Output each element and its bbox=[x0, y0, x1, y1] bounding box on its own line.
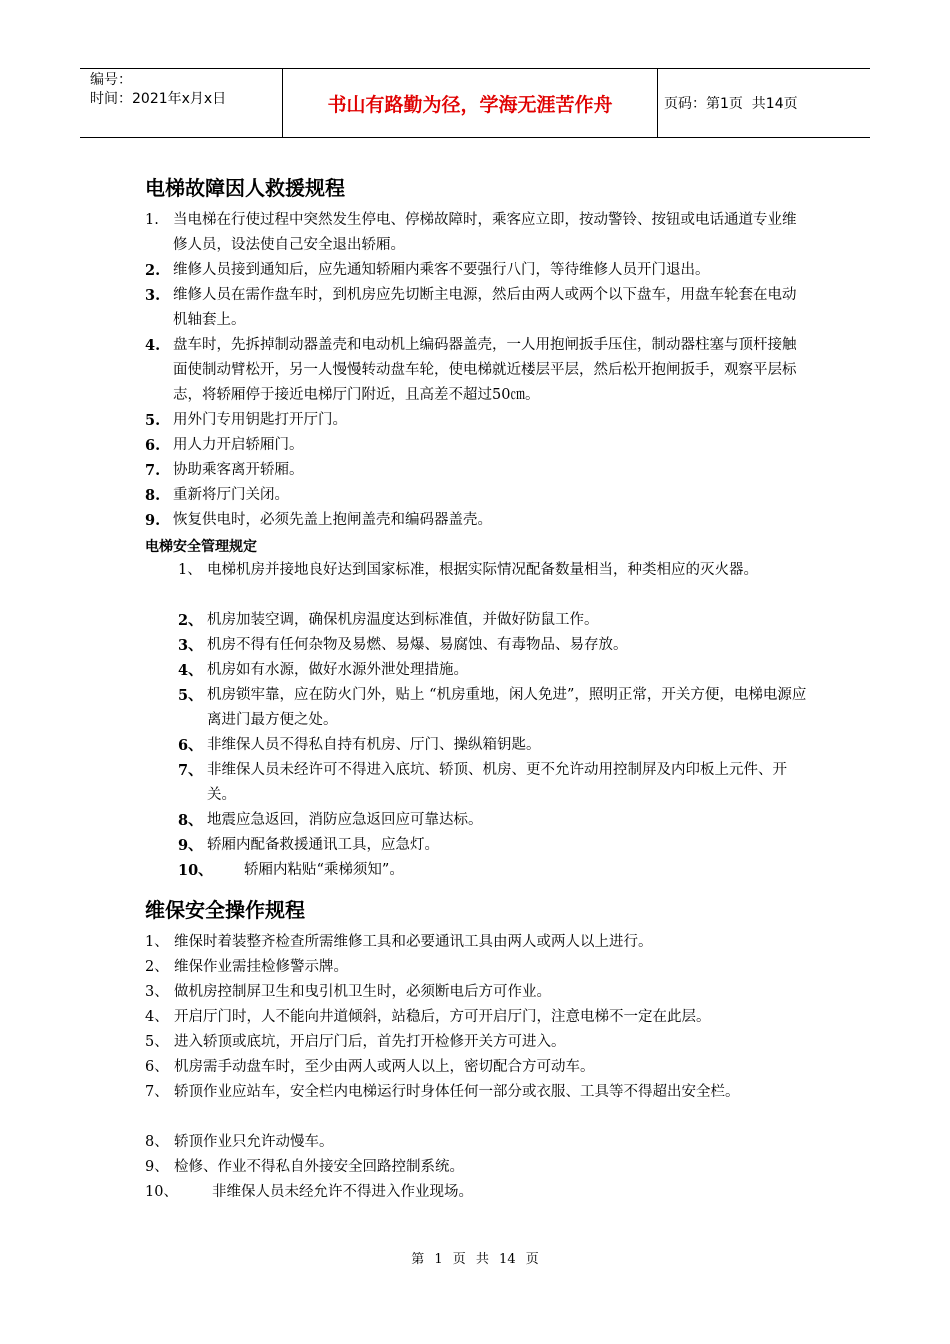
list-item bbox=[178, 758, 810, 808]
item-number: 2、 bbox=[145, 959, 169, 975]
item-text: 非维保人员未经许可不得进入底坑、轿顶、机房、更不允许动用控制屏及内印板上元件、开关。 bbox=[207, 762, 787, 803]
item-text: 轿顶作业只允许动慢车。 bbox=[174, 1134, 334, 1150]
item-number: 3、 bbox=[178, 637, 203, 654]
list-item bbox=[145, 955, 810, 980]
header-page-info-text: 页码：第1页 共14页 bbox=[664, 96, 798, 112]
item-text: 当电梯在行使过程中突然发生停电、停梯故障时，乘客应立即，按动警铃、按钮或电话通道专业维修人员，设法使自己安全退出轿厢。 bbox=[173, 212, 797, 253]
list-item bbox=[145, 508, 810, 533]
list-item bbox=[145, 433, 810, 458]
item-text: 维修人员在需作盘车时，到机房应先切断主电源，然后由两人或两个以下盘车，用盘车轮套在电动机轴套上。 bbox=[173, 287, 797, 328]
list-item bbox=[145, 208, 810, 258]
list-item bbox=[145, 1055, 810, 1080]
page-header bbox=[80, 68, 870, 138]
item-text: 盘车时，先拆掉制动器盖壳和电动机上编码器盖壳，一人用抱闸扳手压住，制动器柱塞与顶杆接触面使制动臂松开，另一人慢慢转动盘车轮，使电梯就近楼层平层，然后松开抱闸扳手，观察平层标志，将轿厢停于接近电梯厅门附近，且高差不超过50㎝。 bbox=[173, 337, 797, 403]
item-text: 机房需手动盘车时，至少由两人或两人以上，密切配合方可动车。 bbox=[174, 1059, 595, 1075]
item-text: 用外门专用钥匙打开厅门。 bbox=[173, 412, 347, 428]
item-text: 机房锁牢靠，应在防火门外，贴上 “机房重地，闲人免进”，照明正常，开关方便，电梯电源应离进门最方便之处。 bbox=[207, 687, 807, 728]
item-text: 维修人员接到通知后，应先通知轿厢内乘客不要强行八门，等待维修人员开门退出。 bbox=[173, 262, 710, 278]
item-number: 10、 bbox=[178, 862, 213, 879]
header-meta bbox=[80, 69, 282, 137]
item-number: 7. bbox=[145, 462, 161, 479]
list-item bbox=[145, 1080, 810, 1105]
item-number: 8、 bbox=[178, 812, 203, 829]
item-text: 维保作业需挂检修警示牌。 bbox=[174, 959, 348, 975]
item-text: 协助乘客离开轿厢。 bbox=[173, 462, 304, 478]
item-text: 轿厢内粘贴“乘梯须知”。 bbox=[244, 862, 404, 878]
item-number: 5、 bbox=[178, 687, 203, 704]
list-item bbox=[178, 733, 810, 758]
list-item bbox=[178, 833, 810, 858]
item-number: 7、 bbox=[145, 1084, 169, 1100]
list-item bbox=[178, 858, 810, 883]
item-text: 用人力开启轿厢门。 bbox=[173, 437, 304, 453]
item-number: 2、 bbox=[178, 612, 203, 629]
item-text: 检修、作业不得私自外接安全回路控制系统。 bbox=[174, 1159, 464, 1175]
list-item bbox=[178, 608, 810, 633]
list-item bbox=[145, 1005, 810, 1030]
header-motto: 书山有路勤为径，学海无涯苦作舟 bbox=[282, 69, 658, 137]
list-item bbox=[145, 458, 810, 483]
item-text: 重新将厅门关闭。 bbox=[173, 487, 289, 503]
list-item bbox=[178, 658, 810, 683]
list-item bbox=[178, 683, 810, 733]
header-page-info bbox=[656, 69, 870, 137]
item-number: 5. bbox=[145, 412, 161, 429]
item-number: 5、 bbox=[145, 1034, 169, 1050]
item-number: 1、 bbox=[145, 934, 169, 950]
item-text: 进入轿顶或底坑，开启厅门后，首先打开检修开关方可进入。 bbox=[174, 1034, 566, 1050]
item-number: 7、 bbox=[178, 762, 203, 779]
item-number: 6、 bbox=[178, 737, 203, 754]
item-number: 4、 bbox=[178, 662, 203, 679]
list-item bbox=[145, 1130, 810, 1155]
list-item bbox=[145, 1030, 810, 1055]
item-number: 8. bbox=[145, 487, 161, 504]
item-text: 恢复供电时，必须先盖上抱闸盖壳和编码器盖壳。 bbox=[173, 512, 492, 528]
list-item bbox=[178, 808, 810, 833]
item-text: 地震应急返回，消防应急返回应可靠达标。 bbox=[207, 812, 483, 828]
item-text: 做机房控制屏卫生和曳引机卫生时，必须断电后方可作业。 bbox=[174, 984, 551, 1000]
page-footer: 第 1 页 共 14 页 bbox=[411, 1252, 539, 1267]
list-item bbox=[145, 333, 810, 408]
item-number: 9. bbox=[145, 512, 161, 529]
section1-title: 电梯故障因人救援规程 bbox=[145, 176, 345, 200]
item-number: 6. bbox=[145, 437, 161, 454]
list-item bbox=[145, 408, 810, 433]
item-number: 1. bbox=[145, 212, 159, 228]
item-number: 4、 bbox=[145, 1009, 169, 1025]
item-text: 非维保人员不得私自持有机房、厅门、操纵箱钥匙。 bbox=[207, 737, 541, 753]
item-text: 机房加装空调，确保机房温度达到标准值，并做好防鼠工作。 bbox=[207, 612, 599, 628]
list-item bbox=[145, 283, 810, 333]
item-text: 开启厅门时，人不能向井道倾斜，站稳后，方可开启厅门，注意电梯不一定在此层。 bbox=[174, 1009, 711, 1025]
item-number: 1、 bbox=[178, 562, 202, 578]
item-text: 电梯机房并接地良好达到国家标准，根据实际情况配备数量相当，种类相应的灭火器。 bbox=[207, 562, 758, 578]
list-item bbox=[145, 930, 810, 955]
list-item bbox=[178, 633, 810, 658]
list-item bbox=[178, 558, 810, 583]
item-number: 6、 bbox=[145, 1059, 169, 1075]
header-number-label: 编号： bbox=[90, 72, 132, 88]
item-number: 10、 bbox=[145, 1184, 178, 1200]
item-text: 非维保人员未经允许不得进入作业现场。 bbox=[212, 1184, 473, 1200]
list-item bbox=[145, 1155, 810, 1180]
item-text: 维保时着装整齐检查所需维修工具和必要通讯工具由两人或两人以上进行。 bbox=[174, 934, 653, 950]
item-number: 9、 bbox=[145, 1159, 169, 1175]
header-time-label: 时间：2021年x月x日 bbox=[90, 91, 227, 107]
item-text: 轿厢内配备救援通讯工具，应急灯。 bbox=[207, 837, 439, 853]
item-text: 轿顶作业应站车，安全栏内电梯运行时身体任何一部分或衣服、工具等不得超出安全栏。 bbox=[174, 1084, 740, 1100]
list-item bbox=[145, 1180, 810, 1205]
list-item bbox=[145, 980, 810, 1005]
list-item bbox=[145, 258, 810, 283]
item-text: 机房不得有任何杂物及易燃、易爆、易腐蚀、有毒物品、易存放。 bbox=[207, 637, 628, 653]
item-number: 9、 bbox=[178, 837, 203, 854]
item-number: 3. bbox=[145, 287, 161, 304]
list-item bbox=[145, 483, 810, 508]
item-number: 3、 bbox=[145, 984, 169, 1000]
item-number: 4. bbox=[145, 337, 161, 354]
item-number: 2. bbox=[145, 262, 161, 279]
item-number: 8、 bbox=[145, 1134, 169, 1150]
section3-title: 维保安全操作规程 bbox=[145, 898, 305, 922]
item-text: 机房如有水源，做好水源外泄处理措施。 bbox=[207, 662, 468, 678]
section2-title: 电梯安全管理规定 bbox=[145, 539, 257, 555]
